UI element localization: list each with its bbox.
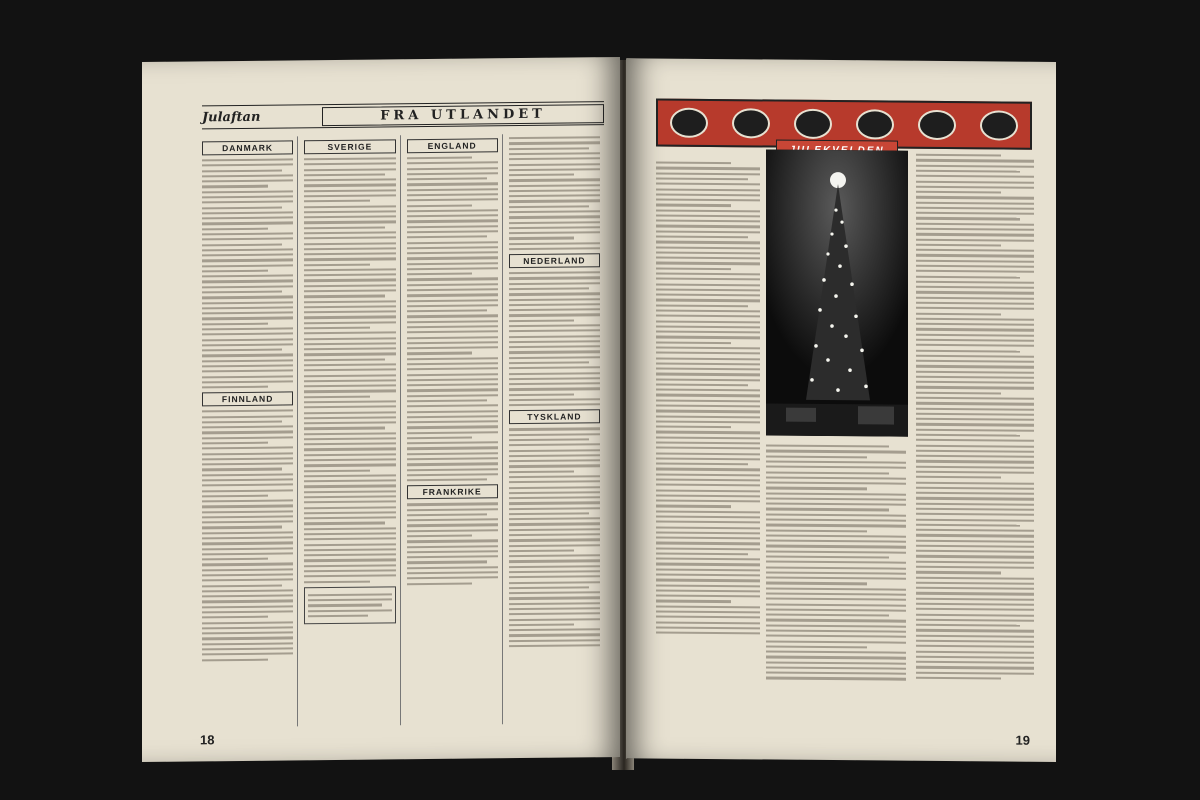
- listing-text: [304, 157, 395, 583]
- page-number-left: 18: [200, 732, 215, 748]
- column-nederland-tyskland: [509, 133, 604, 724]
- column-danmark: [202, 136, 298, 727]
- listing-text: [509, 136, 600, 250]
- listing-columns: [202, 133, 604, 727]
- listing-text: [916, 154, 1034, 680]
- listing-text: [202, 410, 293, 661]
- wreath-icon: [980, 110, 1018, 140]
- wreath-icon: [918, 110, 956, 140]
- left-page: [142, 57, 620, 762]
- column-heading-frankrike: FRANKRIKE: [407, 485, 498, 500]
- column-heading-nederland: NEDERLAND: [509, 253, 600, 268]
- column-heading-finnland: FINNLAND: [202, 392, 293, 407]
- notice-box: [304, 586, 395, 624]
- christmas-tree-photo: [766, 149, 908, 436]
- right-page-column-middle: [766, 441, 906, 726]
- listing-text: [656, 162, 760, 635]
- listing-text: [202, 158, 293, 388]
- right-page: [626, 58, 1056, 762]
- listing-text: [509, 428, 600, 648]
- listing-text: [766, 445, 906, 681]
- section-title: Julaftan: [202, 109, 261, 125]
- column-sverige: [304, 135, 400, 726]
- christmas-tree-icon: [766, 149, 908, 436]
- column-heading-danmark: DANMARK: [202, 140, 293, 155]
- column-england: [407, 134, 503, 725]
- listing-text: [407, 156, 498, 481]
- listing-text: [407, 503, 498, 585]
- wreath-icon: [856, 109, 894, 139]
- wreath-icon: [794, 109, 832, 139]
- page-number-right: 19: [1015, 732, 1030, 748]
- right-page-column-right: [916, 151, 1034, 728]
- right-page-column-left: [656, 159, 760, 726]
- column-heading-england: ENGLAND: [407, 138, 498, 153]
- listing-text: [509, 271, 600, 406]
- wreath-icon: [670, 108, 708, 138]
- column-heading-sverige: SVERIGE: [304, 139, 395, 154]
- column-heading-tyskland: TYSKLAND: [509, 410, 600, 425]
- left-page-header: [202, 101, 604, 129]
- wreath-icon: [732, 108, 770, 138]
- page-heading: FRA UTLANDET: [322, 104, 604, 126]
